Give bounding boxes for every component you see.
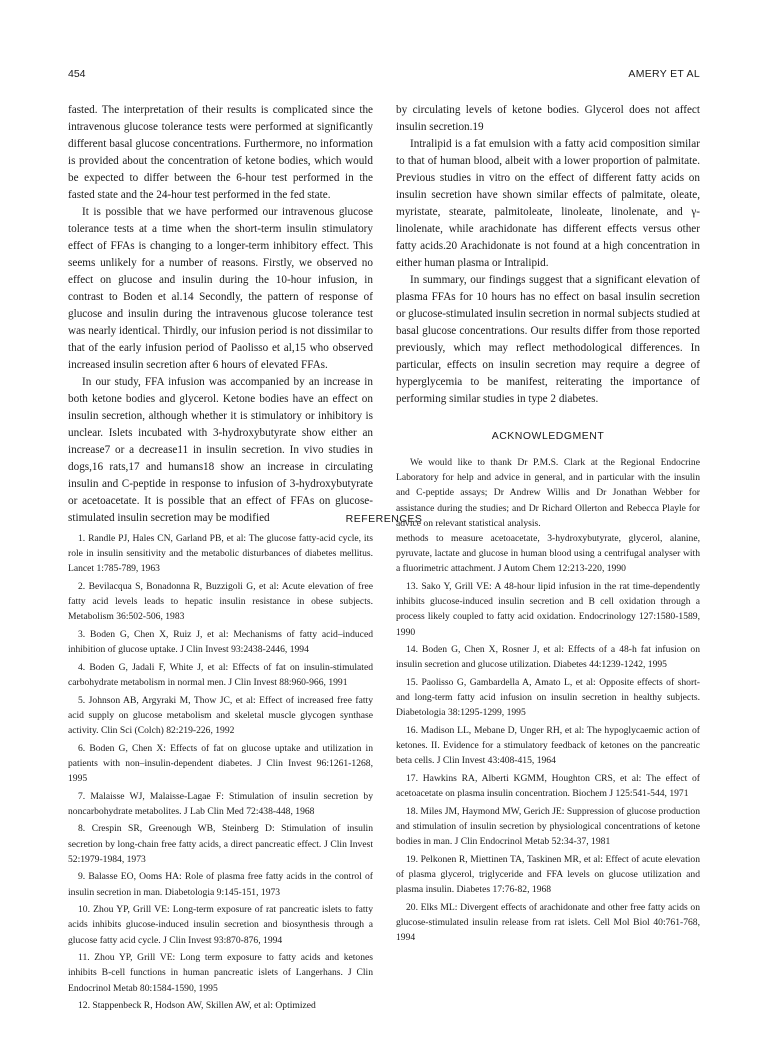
reference-item: 7. Malaisse WJ, Malaisse-Lagae F: Stimulation of insulin secretion by noncarbohydrate metabolites. J Lab Clin Med 72:438-448, 1968 xyxy=(68,790,373,817)
right-text-column xyxy=(396,102,700,531)
acknowledgment-heading: ACKNOWLEDGMENT xyxy=(491,430,605,442)
reference-item: 3. Boden G, Chen X, Ruiz J, et al: Mechanisms of fatty acid–induced inhibition of glucose uptake. J Clin Invest 93:2438-2446, 1994 xyxy=(68,629,373,656)
reference-item: 14. Boden G, Chen X, Rosner J, et al: Effects of a 48-h fat infusion on insulin secretion and glucose utilization. Diabetes 44:1239-1242, 1995 xyxy=(396,644,700,671)
reference-item: 19. Pelkonen R, Miettinen TA, Taskinen MR, et al: Effect of acute elevation of plasma glycerol, triglyceride and FFA levels on glucose utilization and plasma insulin. Diabetes 17:76-82, 1968 xyxy=(396,853,700,896)
reference-item: 16. Madison LL, Mebane D, Unger RH, et al: The hypoglycaemic action of ketones. II. Evidence for a stimulatory feedback of ketones on the pancreatic beta cells. J Clin Invest 43:408-415, 1964 xyxy=(396,725,700,767)
references-right-column xyxy=(396,531,700,948)
reference-item: 6. Boden G, Chen X: Effects of fat on glucose uptake and utilization in patients with non–insulin-dependent diabetes. J Clin Invest 96:1261-1268, 1995 xyxy=(68,742,373,784)
reference-item: 11. Zhou YP, Grill VE: Long term exposure to fatty acids and ketones inhibits B-cell functions in human pancreatic islets of Langerhans. J Clin Endocrinol Metab 80:1584-1590, 1995 xyxy=(68,952,373,994)
reference-item: 13. Sako Y, Grill VE: A 48-hour lipid infusion in the rat time-dependently inhibits glucose-induced insulin secretion and B cell oxidation through a process likely coupled to fatty acid oxidation. Endocrinology 127:1580-1589, 1990 xyxy=(396,581,700,638)
body-paragraph: In summary, our findings suggest that a significant elevation of plasma FFAs for 10 hours has no effect on basal insulin secretion or glucose-stimulated insulin secretion in normal subjects studied at basal glucose concentrations. Our results differ from those reported previously, which may reflect methodological differences. In particular, effects on insulin secretion may require a degree of hyperglycemia to be manifest, reiterating the importance of performing similar studies in type 2 diabetes. xyxy=(396,274,700,405)
acknowledgment-text: We would like to thank Dr P.M.S. Clark at the Regional Endocrine Laboratory for help and advice in general, and in particular with the insulin and C-peptide assays; Dr Andrew Willis and Dr Jonathan Webber for assistance during the studies; and Dr Richard Ollerton and Rebecca Playle for advice on relevant statistical analysis. xyxy=(396,457,700,529)
reference-item: 17. Hawkins RA, Alberti KGMM, Houghton CRS, et al: The effect of acetoacetate on plasma insulin concentration. Biochem J 125:541-544, 1971 xyxy=(396,773,700,800)
reference-item: 4. Boden G, Jadali F, White J, et al: Effects of fat on insulin-stimulated carbohydrate metabolism in normal men. J Clin Invest 88:960-966, 1991 xyxy=(68,661,373,688)
left-text-column xyxy=(68,102,373,527)
running-head: AMERY ET AL xyxy=(628,68,700,80)
body-paragraph: In our study, FFA infusion was accompanied by an increase in both ketone bodies and glycerol. Ketone bodies have an effect on insulin secretion, although whether it is stimulatory or inhibitory is unclear. Islets incubated with 3-hydroxybutyrate show either an increase7 or a decrease11 in insulin secretion. In vivo studies in dogs,16 rats,17 and humans18 show an increase in circulating insulin and C-peptide in response to infusion of 3-hydroxybutyrate or acetoacetate. It is possible that an effect of FFAs on glucose-stimulated insulin secretion may be modified xyxy=(68,376,373,524)
reference-item: 18. Miles JM, Haymond MW, Gerich JE: Suppression of glucose production and stimulation of insulin secretion by physiological concentrations of ketone bodies in man. J Clin Endocrinol Metab 52:34-37, 1981 xyxy=(396,805,700,848)
reference-item: 12. Stappenbeck R, Hodson AW, Skillen AW, et al: Optimized xyxy=(78,1000,316,1012)
references-heading: REFERENCES xyxy=(345,513,423,525)
page-header xyxy=(68,68,700,84)
body-paragraph: Intralipid is a fat emulsion with a fatty acid composition similar to that of human blood, albeit with a lower proportion of palmitate. Previous studies in vitro on the effect of different fatty acids on insulin secretion have shown similar effects of palmitate, oleate, myristate, stearate, palmitoleate, linoleate, linolenate, and γ-linolenate, while arachidonate has different effects versus other fatty acids.20 Arachidonate is not found at a high concentration in either human plasma or Intralipid. xyxy=(396,138,700,269)
reference-item: 8. Crespin SR, Greenough WB, Steinberg D: Stimulation of insulin secretion by long-chain free fatty acids, a direct pancreatic effect. J Clin Invest 52:1979-1984, 1973 xyxy=(68,823,373,865)
page-number: 454 xyxy=(68,68,86,80)
reference-item: methods to measure acetoacetate, 3-hydroxybutyrate, glycerol, alanine, pyruvate, lactate and glucose in human blood using a centrifugal analyser with a fluorimetric attachment. J Autom Chem 12:213-220, 1990 xyxy=(396,533,700,575)
body-paragraph: It is possible that we have performed our intravenous glucose tolerance tests at a time when the short-term insulin stimulatory effect of FFAs is changing to a longer-term inhibitory effect. This seems unlikely for a number of reasons. Firstly, we observed no effect on glucose and insulin during the 10-hour infusion, in contrast to Boden et al.14 Secondly, the pattern of response of glucose and insulin during the intravenous glucose tolerance test was nearly identical. Thirdly, our infusion period is not dissimilar to that of the early infusion period of Paolisso et al,15 who observed increased insulin secretion after 6 hours of elevated FFAs. xyxy=(68,206,373,371)
reference-item: 2. Bevilacqua S, Bonadonna R, Buzzigoli G, et al: Acute elevation of free fatty acid levels leads to hepatic insulin resistance in obese subjects. Metabolism 36:502-506, 1983 xyxy=(68,581,373,623)
reference-item: 15. Paolisso G, Gambardella A, Amato L, et al: Opposite effects of short- and long-term fatty acid infusion on insulin secretion in healthy subjects. Diabetologia 38:1295-1299, 1995 xyxy=(396,677,700,719)
reference-item: 10. Zhou YP, Grill VE: Long-term exposure of rat pancreatic islets to fatty acids inhibits glucose-induced insulin secretion and biosynthesis through a glucose fatty acid cycle. J Clin Invest 93:870-876, 1994 xyxy=(68,904,373,946)
references-left-column xyxy=(68,531,373,1016)
reference-item: 5. Johnson AB, Argyraki M, Thow JC, et al: Effect of increased free fatty acid supply on glucose metabolism and skeletal muscle glycogen synthase activity. Clin Sci (Colch) 82:219-226, 1992 xyxy=(68,694,373,736)
reference-item: 1. Randle PJ, Hales CN, Garland PB, et al: The glucose fatty-acid cycle, its role in insulin sensitivity and the metabolic disturbances of diabetes mellitus. Lancet 1:785-789, 1963 xyxy=(68,533,373,575)
reference-item: 9. Balasse EO, Ooms HA: Role of plasma free fatty acids in the control of insulin secretion in man. Diabetologia 9:145-151, 1973 xyxy=(68,871,373,898)
body-paragraph: fasted. The interpretation of their results is complicated since the intravenous glucose tolerance tests were performed at significantly different basal glucose concentrations. Furthermore, no information is provided about the concentration of ketone bodies, which would be expected to differ between the 6-hour test performed in the fasted state and the 24-hour test performed in the fed state. xyxy=(68,104,373,201)
reference-item: 20. Elks ML: Divergent effects of arachidonate and other free fatty acids on glucose-stimulated insulin release from rat islets. Cell Mol Biol 40:761-768, 1994 xyxy=(396,901,700,944)
body-paragraph: by circulating levels of ketone bodies. Glycerol does not affect insulin secretion.19 xyxy=(396,104,700,133)
